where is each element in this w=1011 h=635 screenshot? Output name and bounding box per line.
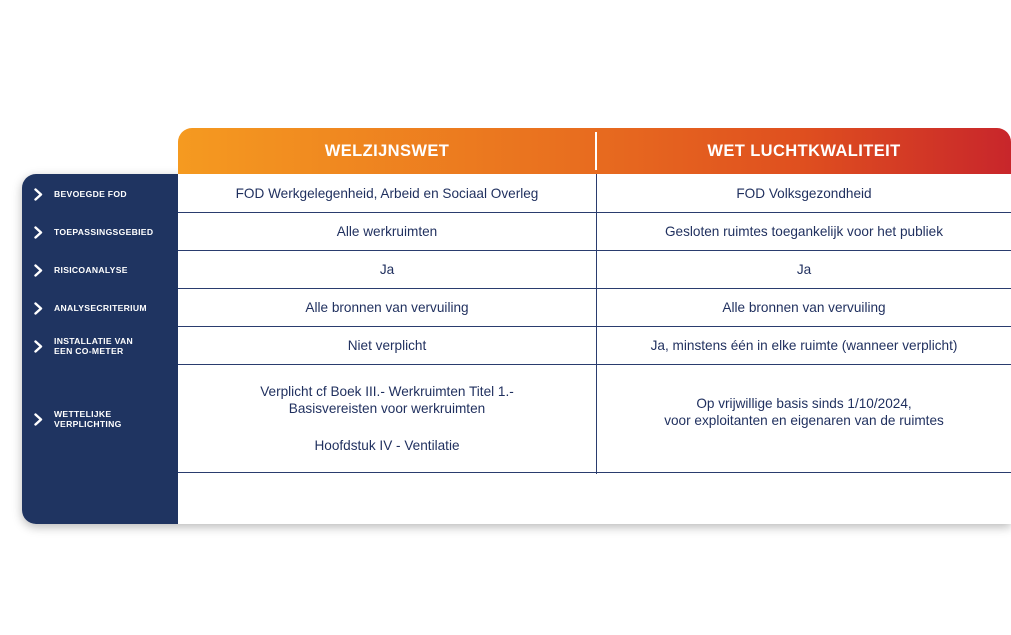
header-wet-luchtkwaliteit: WET LUCHTKWALITEIT: [707, 141, 901, 160]
row-label-installatie-co-meter: [22, 327, 178, 365]
row-label-toepassingsgebied: [22, 213, 178, 251]
chevron-right-icon: [22, 226, 54, 239]
cell-luchtkwaliteit: Alle bronnen van vervuiling: [722, 300, 886, 315]
cell-welzijnswet: Ja: [379, 262, 395, 277]
chevron-right-icon: [22, 264, 54, 277]
row-label-text: BEVOEGDE FOD: [54, 189, 127, 199]
header-welzijnswet: WELZIJNSWET: [324, 141, 450, 160]
cell-luchtkwaliteit: Ja, minstens één in elke ruimte (wanneer verplicht): [650, 338, 958, 353]
cell-luchtkwaliteit: [597, 365, 1011, 472]
cell-welzijnswet: Niet verplicht: [347, 338, 427, 353]
row-label-text: INSTALLATIE VAN EEN CO-METER: [54, 336, 133, 356]
cell-line: Verplicht cf Boek III.- Werkruimten Titel 1.-: [260, 384, 514, 399]
table-row: [178, 327, 1011, 365]
table-row: [178, 213, 1011, 251]
cell-line: Op vrijwillige basis sinds 1/10/2024,: [696, 395, 912, 411]
row-label-text: ANALYSECRITERIUM: [54, 303, 147, 313]
cell-welzijnswet: [178, 365, 596, 472]
cell-line: voor exploitanten en eigenaren van de ruimtes: [664, 412, 944, 428]
cell-welzijnswet: FOD Werkgelegenheid, Arbeid en Sociaal Overleg: [235, 185, 539, 201]
cell-luchtkwaliteit: FOD Volksgezondheid: [736, 185, 872, 201]
row-label-risicoanalyse: [22, 251, 178, 289]
cell-luchtkwaliteit: Gesloten ruimtes toegankelijk voor het publiek: [664, 224, 944, 239]
cell-welzijnswet: Alle bronnen van vervuiling: [305, 300, 469, 315]
row-label-wettelijke-verplichting: [22, 365, 178, 473]
cell-line: Hoofdstuk IV - Ventilatie: [314, 438, 460, 453]
table-row: [178, 251, 1011, 289]
cell-line: Basisvereisten voor werkruimten: [288, 401, 486, 416]
row-label-text: TOEPASSINGSGEBIED: [54, 227, 154, 237]
row-label-text: RISICOANALYSE: [54, 265, 128, 275]
row-label-bevoegde-fod: [22, 175, 178, 213]
table-row: [178, 289, 1011, 327]
cell-welzijnswet: Alle werkruimten: [336, 224, 438, 239]
chevron-right-icon: [22, 413, 54, 426]
cell-luchtkwaliteit: Ja: [796, 262, 812, 277]
table-row: [178, 174, 1011, 213]
chevron-right-icon: [22, 302, 54, 315]
chevron-right-icon: [22, 340, 54, 353]
row-labels-sidebar: [22, 174, 178, 524]
row-label-text: WETTELIJKE VERPLICHTING: [54, 409, 122, 429]
chevron-right-icon: [22, 188, 54, 201]
column-divider: [596, 174, 597, 474]
table-header: [178, 128, 1011, 174]
row-label-analysecriterium: [22, 289, 178, 327]
table-row: [178, 365, 1011, 473]
